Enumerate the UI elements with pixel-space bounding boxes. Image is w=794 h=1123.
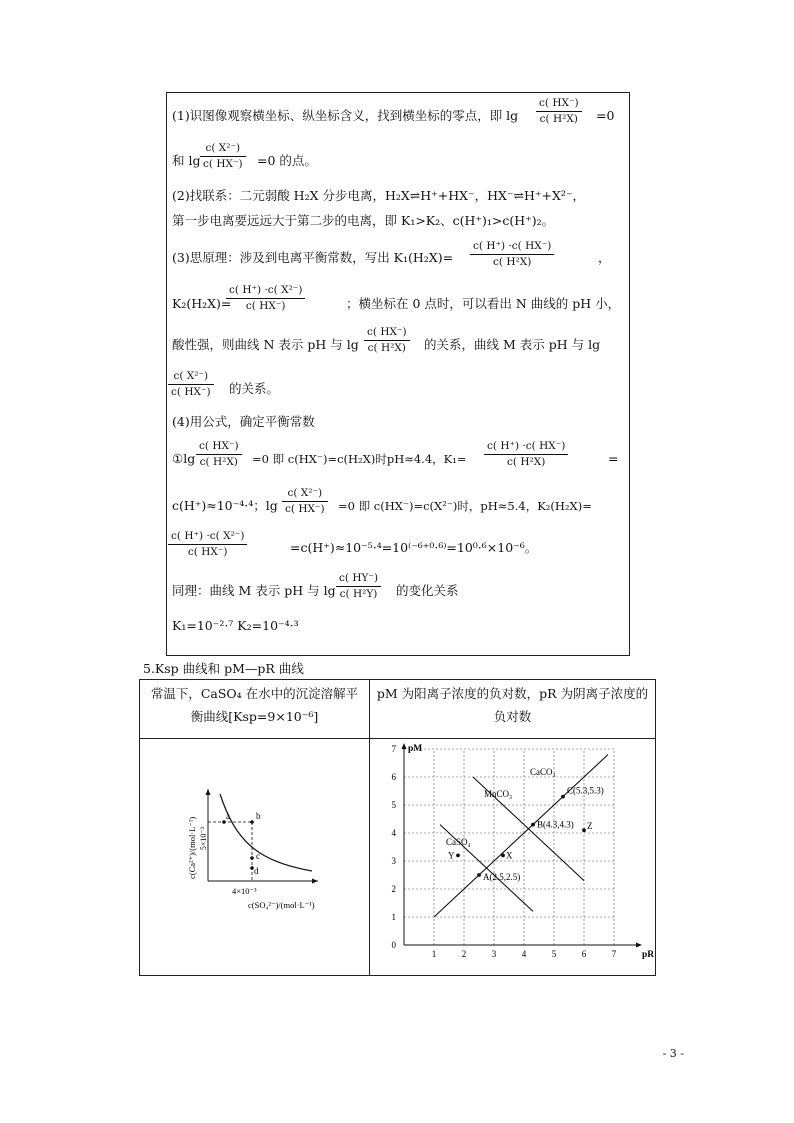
p1b-text: 和 lg (172, 153, 201, 168)
p5-fraction-2: c( H⁺) ·c( HX⁻) c( H²X) (484, 440, 568, 468)
y-tick: 7 (391, 744, 396, 754)
p6-text: c(H⁺)≈10⁻⁴·⁴；lg (172, 498, 278, 513)
comparison-table (139, 679, 656, 976)
p3b-end: ；横坐标在 0 点时，可以看出 N 曲线的 pH 小， (346, 296, 621, 311)
p3c-end: 的关系，曲线 M 表示 pH 与 lg (424, 337, 601, 352)
y-tick: 1 (391, 912, 396, 922)
point-c (250, 856, 254, 860)
caso4-solubility-chart (140, 739, 369, 971)
p2a-text: (2)找联系：二元弱酸 H₂X 分步电离，H₂X⇌H⁺+HX⁻，HX⁻⇌H⁺+X²⁻， (172, 188, 585, 203)
p6-fraction: c( X²⁻) c( HX⁻) (282, 487, 328, 515)
point-label: Z (587, 821, 593, 832)
pm-pr-chart (370, 739, 655, 971)
point-label: X (506, 850, 513, 861)
label-d: d (254, 866, 259, 876)
label-c: c (256, 851, 260, 861)
right-header: pM 为阳离子浓度的负对数，pR 为阴离子浓度的负对数 (376, 686, 649, 724)
y-tick: 5 (391, 800, 396, 810)
y-tick: 0 (391, 940, 396, 950)
key-points-box (166, 92, 630, 656)
p3c-fraction: c( HX⁻) c( H²X) (364, 326, 410, 354)
series-label-mnco3: CaCO₃ (530, 767, 556, 777)
x-axis-arrow (312, 879, 318, 884)
x-axis-label: c(SO₄²⁻)/(mol·L⁻¹) (248, 900, 315, 910)
y-tick-label: 5×10⁻³ (199, 827, 208, 851)
left-header: 常温下，CaSO₄ 在水中的沉淀溶解平衡曲线[Ksp=9×10⁻⁶] (150, 686, 359, 724)
x-tick: 2 (461, 949, 467, 959)
left-header-cell (140, 680, 370, 739)
p5-fraction-1: c( HX⁻) c( H²X) (196, 440, 242, 468)
point-label: A(2.5,2.5) (483, 872, 521, 882)
p3b-text: K₂(H₂X)= (172, 296, 232, 311)
p3d-fraction: c( X²⁻) c( HX⁻) (168, 370, 214, 398)
p3a-fraction: c( H⁺) ·c( HX⁻) c( H²X) (470, 240, 554, 268)
x-tick: 7 (611, 949, 617, 959)
series-label-caso4: CaSO₄ (446, 837, 471, 847)
point-label: C(5.3,5.3) (567, 785, 604, 796)
x-tick: 4 (521, 949, 527, 959)
section-title: 5.Ksp 曲线和 pM—pR 曲线 (143, 661, 304, 676)
x-tick: 6 (581, 949, 587, 959)
x-tick-label: 4×10⁻³ (232, 886, 257, 896)
y-axis-label: pM (408, 744, 423, 754)
p8-fraction: c( HY⁻) c( H²Y) (336, 572, 381, 600)
page-number: - 3 - (662, 1047, 684, 1060)
p1-text: (1)识图像观察横坐标、纵坐标含义，找到横坐标的零点，即 lg (172, 108, 519, 123)
solubility-curve (220, 794, 312, 871)
point-label: Y (448, 850, 455, 861)
point-B (531, 823, 535, 827)
series-line-0 (434, 755, 608, 917)
point-Z (582, 828, 586, 832)
point-C (561, 795, 565, 799)
series-label-caco3: MnCO₃ (484, 789, 513, 799)
p7-end: =c(H⁺)≈10⁻⁵·⁴=10⁽⁻⁶⁺⁰·⁶⁾=10⁰·⁶×10⁻⁶。 (290, 540, 538, 555)
point-b (250, 820, 254, 824)
p3a-end: ， (598, 250, 611, 265)
p3b-fraction: c( H⁺) ·c( X²⁻) c( HX⁻) (226, 284, 305, 312)
p1-end: =0 (596, 108, 615, 123)
right-header-cell (370, 680, 656, 739)
x-tick: 1 (431, 949, 437, 959)
p2b-text: 第一步电离要远远大于第二步的电离，即 K₁>K₂、c(H⁺)₁>c(H⁺)₂。 (172, 213, 555, 228)
y-axis-label: c(Ca²⁺)/(mol·L⁻¹) (187, 816, 197, 879)
x-axis-arrow (636, 943, 642, 948)
p6-end: =0 即 c(HX⁻)=c(X²⁻)时，pH≈5.4，K₂(H₂X)= (338, 499, 592, 513)
y-tick: 4 (391, 828, 396, 838)
point-X (501, 854, 505, 858)
right-chart-cell (370, 739, 656, 976)
p3c-text: 酸性强，则曲线 N 表示 pH 与 lg (172, 337, 359, 352)
label-b: b (256, 811, 261, 821)
y-tick: 2 (391, 884, 396, 894)
p8-text: 同理：曲线 M 表示 pH 与 lg (172, 583, 336, 598)
p3a-text: (3)思原理：涉及到电离平衡常数，写出 K₁(H₂X)= (172, 250, 454, 265)
y-axis-arrow (206, 789, 211, 795)
p9-text: K₁=10⁻²·⁷ K₂=10⁻⁴·³ (172, 618, 299, 633)
p5-end: = (608, 451, 619, 466)
p1-fraction: c( HX⁻) c( H²X) (536, 97, 582, 125)
p5-middle: =0 即 c(HX⁻)=c(H₂X)时pH≈4.4，K₁= (252, 452, 467, 466)
point-label: B(4.3,4.3) (537, 819, 574, 830)
x-tick: 3 (491, 949, 497, 959)
p3d-end: 的关系。 (229, 381, 280, 396)
left-chart-cell (140, 739, 370, 976)
y-axis-arrow (402, 743, 407, 749)
p5-text: ①lg (172, 451, 196, 466)
y-tick: 6 (391, 772, 396, 782)
point-Y (456, 854, 460, 858)
y-tick: 3 (391, 856, 396, 866)
x-tick: 5 (551, 949, 557, 959)
point-A (477, 873, 481, 877)
x-axis-label: pR (642, 950, 655, 960)
p1b-fraction: c( X²⁻) c( HX⁻) (200, 142, 246, 170)
p1b-end: =0 的点。 (257, 153, 317, 168)
p7-fraction: c( H⁺) ·c( X²⁻) c( HX⁻) (168, 530, 247, 558)
p8-end: 的变化关系 (396, 583, 459, 598)
p4-text: (4)用公式，确定平衡常数 (172, 414, 315, 429)
label-a: a (226, 811, 230, 821)
